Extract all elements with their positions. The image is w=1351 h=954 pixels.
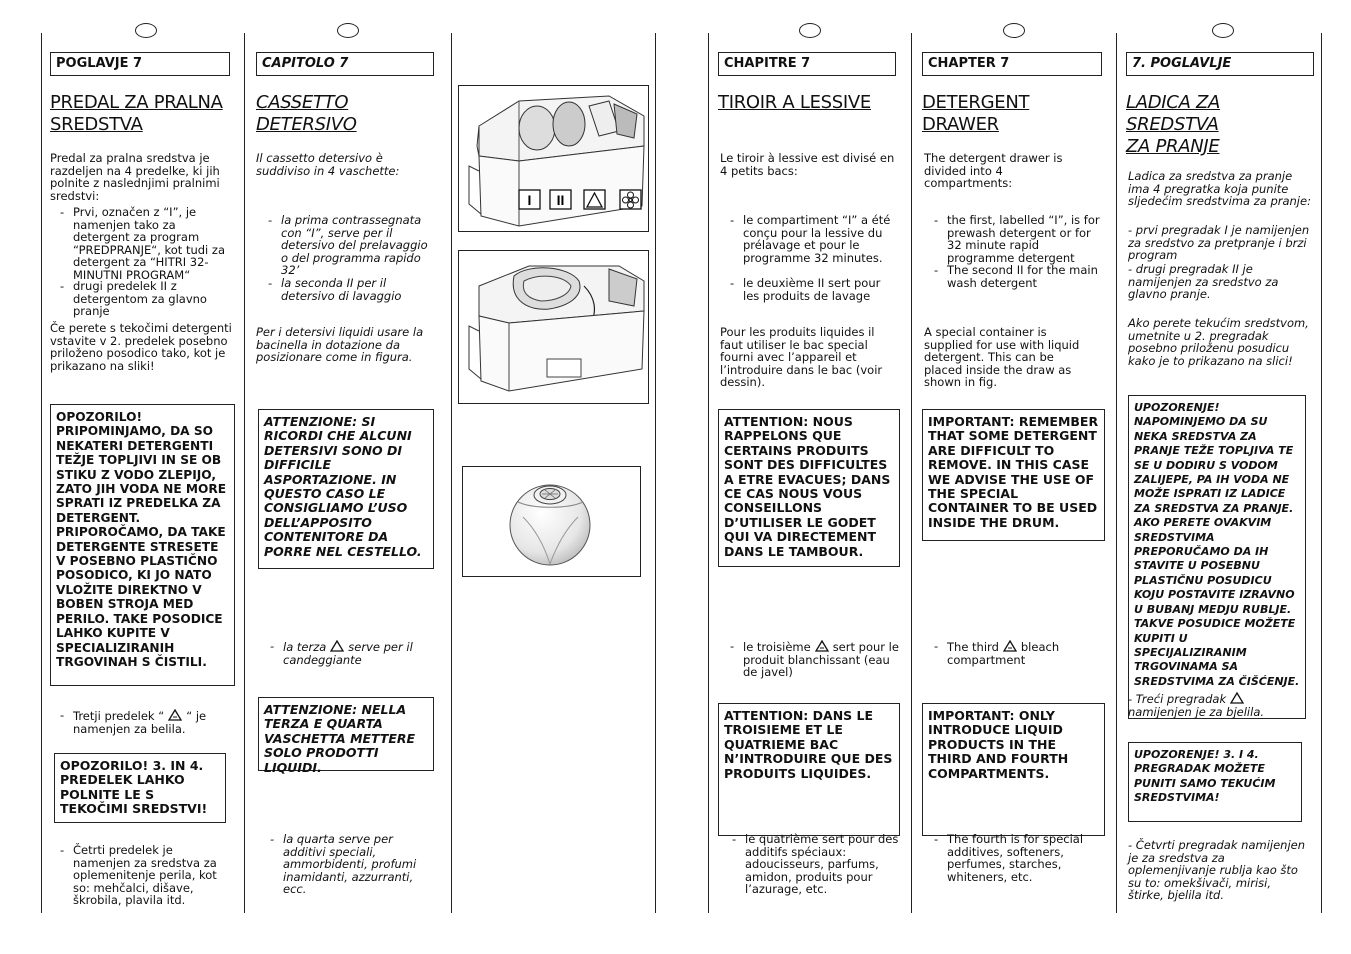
- intro-text: Predal za pralna sredstva je razdeljen na 4 predelke, ki jih polnite z naslednjimi pralnimi sredstvi:: [50, 151, 220, 203]
- language-oval: [1212, 23, 1234, 38]
- warning-box: UPOZORENJE! 3. I 4. PREGRADAK MOŽETE PUNITI SAMO TEKUĆIM SREDSTVIMA!: [1128, 742, 1302, 822]
- chapter-label: CAPITOLO 7: [256, 52, 434, 76]
- title-line: ZA PRANJE: [1126, 136, 1220, 157]
- list-item: - The second II for the main wash detergent: [934, 264, 1104, 289]
- bleach-icon: [1003, 640, 1017, 652]
- warning-box: ATTENZIONE: SI RICORDI CHE ALCUNI DETERSIVI SONO DI DIFFICILE ASPORTAZIONE. IN QUESTO CASO LE CONSIGLIAMO L’USO DELL’APPOSITO CONTENITORE DA PORRE NEL CESTELLO.: [258, 409, 434, 569]
- column-rule: [451, 33, 452, 913]
- list-item: [1128, 692, 1308, 718]
- list-item-text: The fourth is for special additives, softeners, perfumes, starches, whiteners, etc.: [947, 832, 1084, 884]
- liquid-note: Per i detersivi liquidi usare la bacinella in dotazione da posizionare come in figura.: [256, 325, 424, 364]
- list-item: - la seconda II per il detersivo di lavaggio: [268, 277, 436, 302]
- bleach-icon: [1230, 692, 1244, 704]
- list-item-text: le troisième: [743, 640, 811, 654]
- warning-box: OPOZORILO! 3. IN 4. PREDELEK LAHKO POLNITE LE S TEKOČIMI SREDSTVI!: [54, 753, 226, 823]
- language-oval: [1003, 23, 1025, 38]
- liquid-note: A special container is supplied for use with liquid detergent. This can be placed inside the draw as shown in fig.: [924, 325, 1080, 389]
- list-item-text: le quatrième sert pour des additifs spéciaux: adoucisseurs, parfums, amidon, produits pour l’azurage, etc.: [745, 832, 899, 896]
- list-item: - drugi pregradak II je namijenjen za sredstvo za glavno pranje.: [1128, 262, 1279, 301]
- list-item: - la terza serve per il candeggiante: [270, 639, 413, 667]
- language-oval: [135, 23, 157, 38]
- chapter-label: CHAPTER 7: [922, 52, 1102, 76]
- list-item-text: le deuxième II sert pour les produits de lavage: [743, 276, 881, 303]
- intro-text: Le tiroir à lessive est divisé en 4 petits bacs:: [720, 151, 895, 178]
- list-item-text: la quarta serve per additivi speciali, ammorbidenti, profumi inamidanti, azzurranti, ecc.: [283, 832, 417, 896]
- list-item: - The fourth is for special additives, softeners, perfumes, starches, whiteners, etc.: [934, 833, 1104, 883]
- list-item-text: “ je namenjen za belila.: [73, 709, 207, 736]
- drawer-illustration: [458, 85, 649, 232]
- title-line: DRAWER: [922, 114, 999, 135]
- list-item: - le compartiment “I” a été conçu pour la lessive du prélavage et pour le programme 32 minutes.: [730, 214, 900, 264]
- warning-box: ATTENTION: NOUS RAPPELONS QUE CERTAINS PRODUITS SONT DES DIFFICULTES A ETRE EVACUES; DANS CE CAS NOUS VOUS CONSEILLONS D’UTILISER LE GODET QUI VA DIRECTEMENT DANS LE TAMBOUR.: [718, 409, 900, 567]
- list-item: - le deuxième II sert pour les produits de lavage: [730, 277, 900, 302]
- warning-box: UPOZORENJE! NAPOMINJEMO DA SU NEKA SREDSTVA ZA PRANJE TEŽE TOPLJIVA TE SE U DODIRU S VODOM ZALIJEPE, PA IH VODA NE MOŽE ISPRATI IZ LADICE ZA SREDSTVA ZA PRANJE. AKO PERETE OVAKVIM SREDSTVIMA PREPORUČAMO DA IH STAVITE U POSEBNU PLASTIČNU POSUDICU KOJU POSTAVITE IZRAVNO U BUBANJ MEDJU RUBLJE. TAKVE POSUDICE MOŽETE KUPITI U SPECIJALIZIRANIM TRGOVINAMA SA SREDSTVIMA ZA ČIŠĆENJE.: [1128, 395, 1306, 719]
- list-item-text: namijenjen je za bjelila.: [1128, 704, 1265, 719]
- list-item: - The third bleach compartment: [934, 639, 1060, 667]
- list-item-text: sert pour le produit blanchissant (eau de javel): [743, 640, 899, 679]
- title-line: LADICA ZA: [1126, 92, 1221, 113]
- list-item: - Četrti predelek je namenjen za sredstva za oplemenitenje perila, kot so: mehčalci, dišave, škrobila, plavila itd.: [60, 844, 232, 907]
- language-oval: [799, 23, 821, 38]
- title-line: SREDSTVA: [1126, 114, 1219, 135]
- warning-box: OPOZORILO! PRIPOMINJAMO, DA SO NEKATERI DETERGENTI TEŽJE TOPLJIVI IN SE OB STIKU Z VODO ZLEPIJO, ZATO JIH VODA NE MORE SPRATI IZ PREDELKA ZA DETERGENT. PRIPOROČAMO, DA TAKE DETERGENTE STRESETE V POSEBNO PLASTIČNO POSODICO, KI JO NATO VLOŽITE DIREKTNO V BOBEN STROJA MED PERILO. TAKE POSODICE LAHKO KUPITE V SPECIALIZIRANIH TRGOVINAH S ČISTILI.: [50, 404, 235, 686]
- title-line: SREDSTVA: [50, 114, 143, 135]
- title-line: DETERGENT: [922, 92, 1030, 113]
- list-item-text: bleach compartment: [947, 640, 1060, 667]
- title-line: DETERSIVO: [256, 114, 357, 135]
- dosing-ball-drawing: [463, 467, 640, 576]
- list-item: - Četvrti pregradak namijenjen je za sredstva za oplemenjivanje rublja kao što su to: omekšivači, mirisi, štirke, bjelila itd.: [1128, 838, 1306, 902]
- intro-text: Il cassetto detersivo è suddiviso in 4 vaschette:: [256, 151, 400, 178]
- column-rule: [244, 33, 245, 913]
- symbol-ii: II: [556, 192, 565, 208]
- list-item-text: - Treći pregradak: [1128, 692, 1227, 706]
- column-rule: [41, 33, 42, 913]
- warning-box: ATTENZIONE: NELLA TERZA E QUARTA VASCHETTA METTERE SOLO PRODOTTI LIQUIDI.: [258, 697, 434, 771]
- bleach-icon: [168, 709, 182, 721]
- column-rule: [1321, 33, 1322, 913]
- list-item: - prvi pregradak I je namijenjen za sredstvo za pretpranje i brzi program: [1128, 223, 1310, 262]
- liquid-note: Pour les produits liquides il faut utiliser le bac special fourni avec l’appareil et l’introduire dans le bac (voir dessin).: [720, 325, 883, 389]
- column-rule: [708, 33, 709, 913]
- liquid-note: Ako perete tekućim sredstvom, umetnite u 2. pregradak posebno priloženu posudicu kako je to prikazano na slici!: [1128, 316, 1309, 368]
- list-item-text: the first, labelled “I”, is for prewash detergent or for 32 minute rapid programme detergent: [947, 213, 1100, 265]
- drawer-with-container-drawing: [459, 251, 648, 403]
- list-item: - la prima contrassegnata con “I”, serve per il detersivo del prelavaggio o del programma rapido 32’: [268, 214, 436, 277]
- detergent-drawer-drawing: [459, 86, 648, 231]
- symbol-i: I: [527, 192, 532, 208]
- list-item: - Prvi, označen z “I”, je namenjen tako za detergent za program “PREDPRANJE“, kot tudi za detergent za “HITRI 32-MINUTNI PROGRAM“: [60, 206, 232, 281]
- warning-box: IMPORTANT: REMEMBER THAT SOME DETERGENT ARE DIFFICULT TO REMOVE. IN THIS CASE WE ADVISE THE USE OF THE SPECIAL CONTAINER TO BE USED INSIDE THE DRUM.: [922, 409, 1105, 541]
- chapter-label: 7. POGLAVLJE: [1126, 52, 1314, 76]
- list-item: - drugi predelek II z detergentom za glavno pranje: [60, 280, 232, 318]
- language-oval: [337, 23, 359, 38]
- list-item: - le troisième sert pour le produit blanchissant (eau de javel): [730, 639, 899, 679]
- section-title: [1126, 92, 1314, 158]
- list-item-text: drugi predelek II z detergentom za glavno pranje: [73, 279, 207, 318]
- column-rule: [655, 33, 656, 913]
- intro-text: The detergent drawer is divided into 4 compartments:: [924, 151, 1063, 190]
- list-item-text: Prvi, označen z “I”, je namenjen tako za detergent za program “PREDPRANJE“, kot tudi za detergent za “HITRI 32-MINUTNI PROGRAM“: [73, 205, 225, 282]
- chapter-label: CHAPITRE 7: [718, 52, 896, 76]
- dosing-ball-illustration: [462, 466, 641, 577]
- liquid-note: Če perete s tekočimi detergenti vstavite v 2. predelek posebno priloženo posodico tako, kot je prikazano na sliki!: [50, 321, 232, 373]
- title-line: TIROIR A LESSIVE: [718, 92, 871, 113]
- list-item: - le quatrième sert pour des additifs spéciaux: adoucisseurs, parfums, amidon, produits pour l’azurage, etc.: [732, 832, 899, 896]
- bleach-icon: [815, 640, 829, 652]
- list-item-text: la prima contrassegnata con “I”, serve per il detersivo del prelavaggio o del programma rapido 32’: [281, 213, 428, 277]
- list-item: - the first, labelled “I”, is for prewash detergent or for 32 minute rapid programme detergent: [934, 214, 1104, 264]
- section-title: [256, 92, 438, 136]
- list-item-text: serve per il candeggiante: [283, 640, 413, 667]
- list-item-text: la seconda II per il detersivo di lavaggio: [281, 276, 402, 303]
- column-rule: [1116, 33, 1117, 913]
- title-line: PREDAL ZA PRALNA: [50, 92, 223, 113]
- title-line: CASSETTO: [256, 92, 349, 113]
- warning-box: IMPORTANT: ONLY INTRODUCE LIQUID PRODUCTS IN THE THIRD AND FOURTH COMPARTMENTS.: [922, 703, 1105, 836]
- list-item: - la quarta serve per additivi speciali, ammorbidenti, profumi inamidanti, azzurranti, ecc.: [270, 833, 436, 896]
- column-rule: [911, 33, 912, 913]
- list-item-text: la terza: [283, 640, 327, 654]
- liquid-container-illustration: [458, 250, 649, 404]
- warning-box: ATTENTION: DANS LE TROISIEME ET LE QUATRIEME BAC N’INTRODUIRE QUE DES PRODUITS LIQUIDES.: [718, 703, 900, 836]
- chapter-label: POGLAVJE 7: [50, 52, 230, 76]
- section-title: [922, 92, 1106, 136]
- section-title: [718, 92, 902, 114]
- list-item-text: Četrti predelek je namenjen za sredstva za oplemenitenje perila, kot so: mehčalci, dišave, škrobila, plavila itd.: [73, 843, 217, 907]
- intro-text: Ladica za sredstva za pranje ima 4 pregratka koja punite sljedećim sredstvima za pranje:: [1128, 169, 1311, 208]
- list-item-text: Tretji predelek “: [73, 709, 165, 723]
- list-item: - Tretji predelek “ “ je namenjen za belila.: [60, 708, 207, 736]
- list-item-text: le compartiment “I” a été conçu pour la lessive du prélavage et pour le programme 32 minutes.: [743, 213, 891, 265]
- section-title: [50, 92, 236, 136]
- bleach-icon: [330, 640, 344, 652]
- list-item-text: The third: [947, 640, 999, 654]
- list-item-text: The second II for the main wash detergent: [947, 263, 1098, 290]
